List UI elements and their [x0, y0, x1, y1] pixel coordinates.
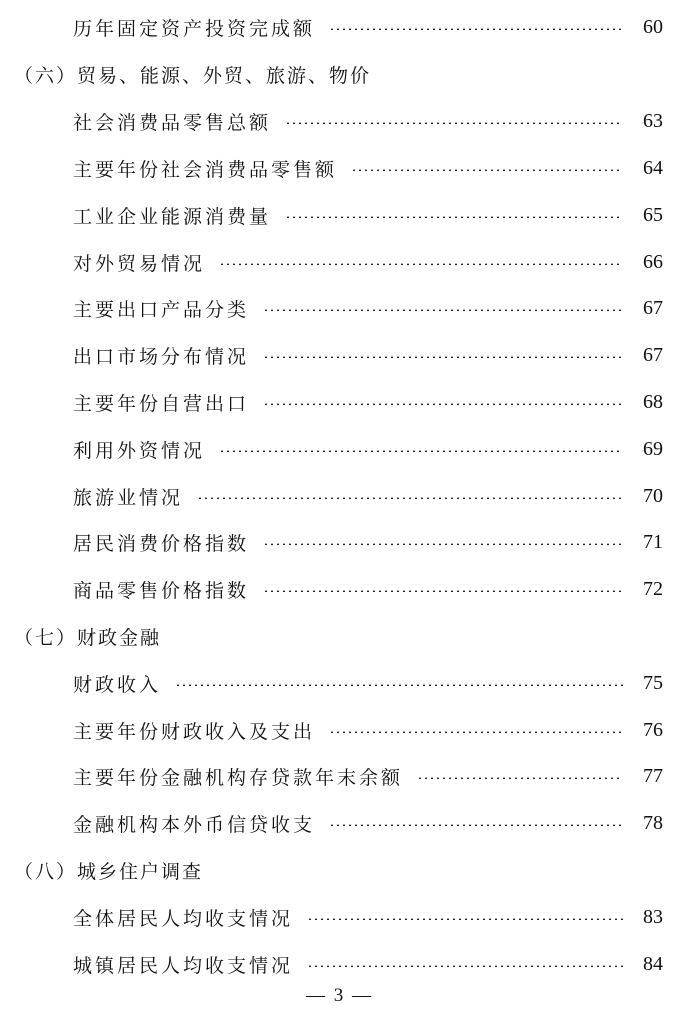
dot-leader [307, 965, 623, 967]
toc-page-number: 84 [643, 952, 663, 975]
toc-page-number: 70 [643, 484, 663, 507]
toc-entry[interactable] [0, 949, 679, 979]
toc-entry-title: 工业企业能源消费量 [73, 205, 272, 228]
toc-entry-title: 出口市场分布情况 [73, 345, 250, 368]
toc-entry[interactable] [0, 761, 679, 791]
toc-entry-title: 全体居民人均收支情况 [73, 907, 294, 930]
dot-leader [417, 777, 623, 779]
toc-entry[interactable] [0, 574, 679, 604]
dot-leader [263, 543, 623, 545]
section-title: （七）财政金融 [14, 626, 162, 649]
toc-entry-title: 主要年份自营出口 [73, 392, 250, 415]
toc-entry-title: 对外贸易情况 [73, 252, 206, 275]
dot-leader [263, 403, 623, 405]
toc-page-number: 77 [643, 764, 663, 787]
toc-entry[interactable] [0, 200, 679, 230]
toc-page-number: 83 [643, 905, 663, 928]
toc-entry[interactable] [0, 902, 679, 932]
dot-leader [329, 28, 623, 30]
toc-page-number: 72 [643, 577, 663, 600]
toc-entry[interactable] [0, 293, 679, 323]
toc-entry-title: 主要年份财政收入及支出 [73, 720, 316, 743]
dot-leader [263, 590, 623, 592]
toc-entry[interactable] [0, 715, 679, 745]
section-title: （八）城乡住户调查 [14, 860, 204, 883]
toc-entry[interactable] [0, 12, 679, 42]
dot-leader [351, 169, 623, 171]
toc-entry[interactable] [0, 340, 679, 370]
dot-leader [285, 216, 623, 218]
toc-entry[interactable] [0, 106, 679, 136]
toc-entry[interactable] [0, 808, 679, 838]
toc-page-number: 69 [643, 437, 663, 460]
toc-page-number: 68 [643, 390, 663, 413]
toc-page-number: 60 [643, 15, 663, 38]
toc-entry[interactable] [0, 527, 679, 557]
toc-entry-title: 利用外资情况 [73, 439, 206, 462]
toc-page-number: 66 [643, 250, 663, 273]
toc-page-number: 71 [643, 530, 663, 553]
toc-entry-title: 主要出口产品分类 [73, 298, 250, 321]
toc-page-number: 64 [643, 156, 663, 179]
dot-leader [329, 824, 623, 826]
section-title: （六）贸易、能源、外贸、旅游、物价 [14, 64, 372, 87]
toc-entry[interactable] [0, 434, 679, 464]
toc-page-number: 78 [643, 811, 663, 834]
page-number-footer: — 3 — [306, 985, 373, 1006]
toc-page-number: 65 [643, 203, 663, 226]
toc-entry[interactable] [0, 153, 679, 183]
toc-section-heading [0, 59, 679, 89]
toc-entry-title: 城镇居民人均收支情况 [73, 954, 294, 977]
dot-leader [263, 356, 623, 358]
toc-entry-title: 主要年份金融机构存贷款年末余额 [73, 766, 404, 789]
dot-leader [285, 122, 623, 124]
dot-leader [307, 918, 623, 920]
toc-entry-title: 金融机构本外币信贷收支 [73, 813, 316, 836]
toc-entry[interactable] [0, 387, 679, 417]
toc-entry-title: 主要年份社会消费品零售额 [73, 158, 338, 181]
dot-leader [219, 263, 623, 265]
dot-leader [219, 450, 623, 452]
toc-page-number: 75 [643, 671, 663, 694]
dot-leader [197, 497, 623, 499]
toc-entry[interactable] [0, 481, 679, 511]
toc-section-heading [0, 855, 679, 885]
toc-entry-title: 居民消费价格指数 [73, 532, 250, 555]
dot-leader [175, 684, 623, 686]
toc-section-heading [0, 621, 679, 651]
toc-entry[interactable] [0, 668, 679, 698]
toc-entry-title: 历年固定资产投资完成额 [73, 17, 316, 40]
toc-page-number: 76 [643, 718, 663, 741]
dot-leader [263, 309, 623, 311]
toc-entry[interactable] [0, 247, 679, 277]
toc-entry-title: 社会消费品零售总额 [73, 111, 272, 134]
toc-page-number: 63 [643, 109, 663, 132]
dot-leader [329, 731, 623, 733]
toc-page-number: 67 [643, 343, 663, 366]
toc-entry-title: 旅游业情况 [73, 486, 184, 509]
toc-page-number: 67 [643, 296, 663, 319]
toc-entry-title: 财政收入 [73, 673, 162, 696]
toc-entry-title: 商品零售价格指数 [73, 579, 250, 602]
